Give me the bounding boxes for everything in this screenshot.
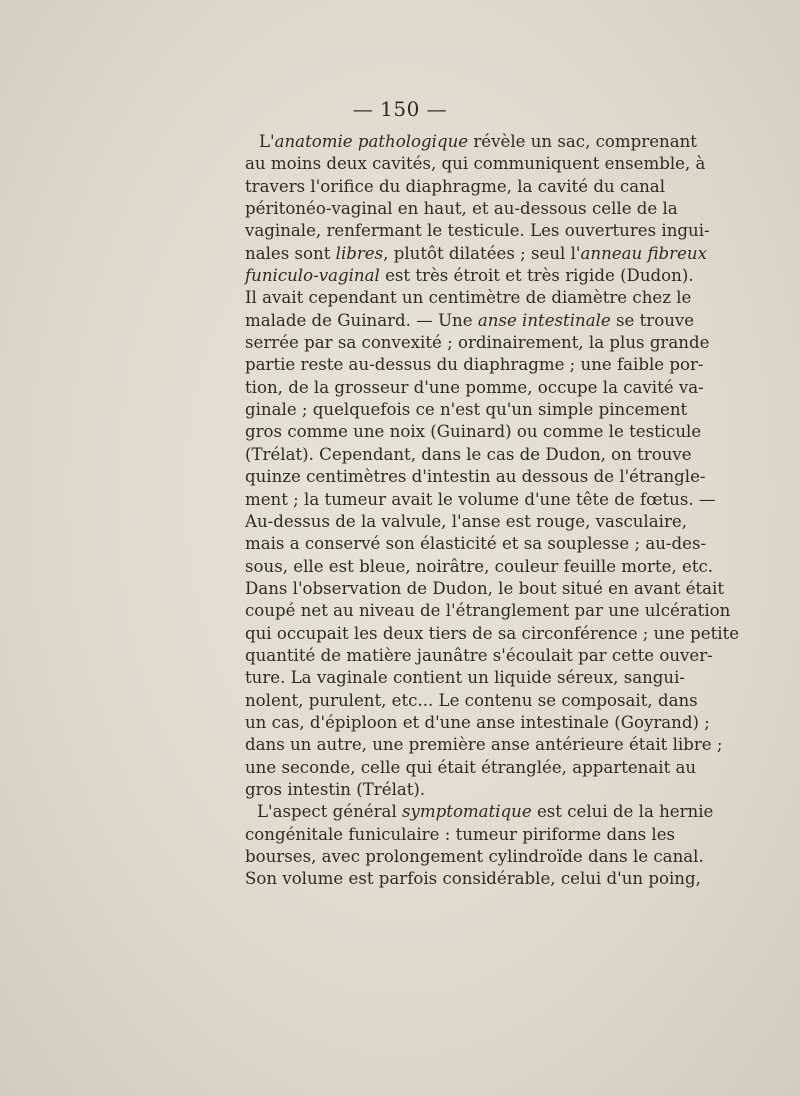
text-line	[245, 265, 694, 287]
italic-text: anse intestinale	[477, 310, 611, 330]
text-line	[245, 466, 706, 488]
text-line	[245, 600, 731, 622]
text-segment: coupé net au niveau de l'étranglement par une ulcération	[245, 601, 731, 621]
text-line	[245, 734, 723, 756]
text-segment: ture. La vaginale contient un liquide séreux, sangui-	[245, 668, 686, 688]
text-segment: est celui de la hernie	[531, 802, 714, 822]
text-line	[245, 153, 706, 175]
text-segment: (Trélat). Cependant, dans le cas de Dudon, on trouve	[245, 444, 692, 464]
text-segment: nales sont	[245, 243, 336, 263]
italic-text: anneau fibreux	[580, 243, 707, 263]
text-segment: est très étroit et très rigide (Dudon).	[379, 266, 694, 286]
text-line	[245, 757, 697, 779]
text-segment: Dans l'observation de Dudon, le bout situé en avant était	[245, 578, 725, 598]
text-segment: péritonéo-vaginal en haut, et au-dessous celle de la	[245, 199, 678, 219]
text-line	[245, 444, 692, 466]
text-line	[245, 220, 710, 242]
text-segment: sous, elle est bleue, noirâtre, couleur feuille morte, etc.	[245, 556, 714, 576]
text-segment: révèle un sac, comprenant	[468, 132, 697, 151]
italic-text: funiculo-vaginal	[245, 266, 380, 286]
text-segment: se trouve	[610, 310, 695, 330]
text-segment: un cas, d'épiploon et d'une anse intestinale (Goyrand) ;	[245, 712, 710, 732]
text-segment: travers l'orifice du diaphragme, la cavité du canal	[245, 176, 665, 196]
text-line	[245, 779, 657, 801]
text-segment: gros intestin (Trélat).	[245, 779, 426, 799]
text-line	[245, 332, 710, 354]
text-line	[245, 399, 688, 421]
text-line	[245, 198, 678, 220]
text-segment: vaginale, renfermant le testicule. Les ouvertures ingui-	[245, 221, 710, 241]
italic-text: symptomatique	[402, 802, 532, 822]
text-line	[245, 489, 716, 511]
text-line	[245, 578, 725, 600]
text-segment: gros comme une noix (Guinard) ou comme le testicule	[245, 422, 702, 442]
text-line	[245, 533, 707, 555]
text-line	[245, 310, 695, 332]
text-segment: quantité de matière jaunâtre s'écoulait par cette ouver-	[245, 645, 713, 665]
text-segment: quinze centimètres d'intestin au dessous de l'étrangle-	[245, 467, 706, 487]
text-line	[245, 511, 687, 533]
text-segment: nolent, purulent, etc... Le contenu se composait, dans	[245, 690, 698, 710]
text-segment: , plutôt dilatées ; seul l'	[383, 243, 581, 263]
text-segment: une seconde, celle qui était étranglée, appartenait au	[245, 757, 697, 777]
text-segment: congénitale funiculaire : tumeur piriforme dans les	[245, 824, 676, 844]
text-segment: au moins deux cavités, qui communiquent ensemble, à	[245, 154, 706, 174]
text-line	[245, 645, 713, 667]
text-segment: Au-dessus de la valvule, l'anse est rouge, vasculaire,	[245, 511, 687, 531]
text-segment: dans un autre, une première anse antérieure était libre ;	[245, 735, 723, 755]
text-segment: mais a conservé son élasticité et sa souplesse ; au-des-	[245, 534, 707, 554]
italic-text: libres	[335, 243, 384, 263]
text-segment: partie reste au-dessus du diaphragme ; une faible por-	[245, 355, 704, 375]
paragraph	[245, 131, 740, 801]
body-text	[245, 131, 740, 891]
text-line	[245, 712, 710, 734]
text-segment: tion, de la grosseur d'une pomme, occupe la cavité va-	[245, 377, 704, 397]
text-segment: bourses, avec prolongement cylindroïde dans le canal.	[245, 847, 704, 866]
text-line	[245, 131, 697, 153]
text-line	[245, 824, 676, 846]
text-segment: Il avait cependant un centimètre de diamètre chez le	[245, 288, 692, 308]
text-line	[245, 377, 704, 399]
text-line	[245, 243, 707, 265]
text-line	[245, 690, 698, 712]
text-line	[245, 421, 702, 443]
text-segment: ginale ; quelquefois ce n'est qu'un simple pincement	[245, 400, 688, 420]
page-number: — 150 —	[352, 97, 448, 121]
italic-text: anatomie pathologique	[274, 132, 469, 151]
text-segment: Son volume est parfois considérable, celui d'un poing,	[245, 869, 701, 889]
paragraph	[245, 801, 714, 890]
text-segment: L'	[259, 132, 275, 151]
text-line	[245, 354, 704, 376]
text-line	[245, 846, 704, 868]
text-segment: malade de Guinard. — Une	[245, 310, 478, 330]
text-segment: qui occupait les deux tiers de sa circonférence ; une petite	[245, 623, 740, 643]
text-line	[245, 287, 692, 309]
text-segment: ment ; la tumeur avait le volume d'une tête de fœtus. —	[245, 489, 716, 509]
text-line	[245, 176, 665, 198]
text-segment: serrée par sa convexité ; ordinairement, la plus grande	[245, 333, 710, 353]
text-line	[245, 801, 714, 823]
text-line	[245, 623, 740, 645]
text-line	[245, 556, 714, 578]
text-segment: L'aspect général	[257, 802, 403, 822]
text-line	[245, 667, 686, 689]
text-line	[245, 868, 701, 890]
